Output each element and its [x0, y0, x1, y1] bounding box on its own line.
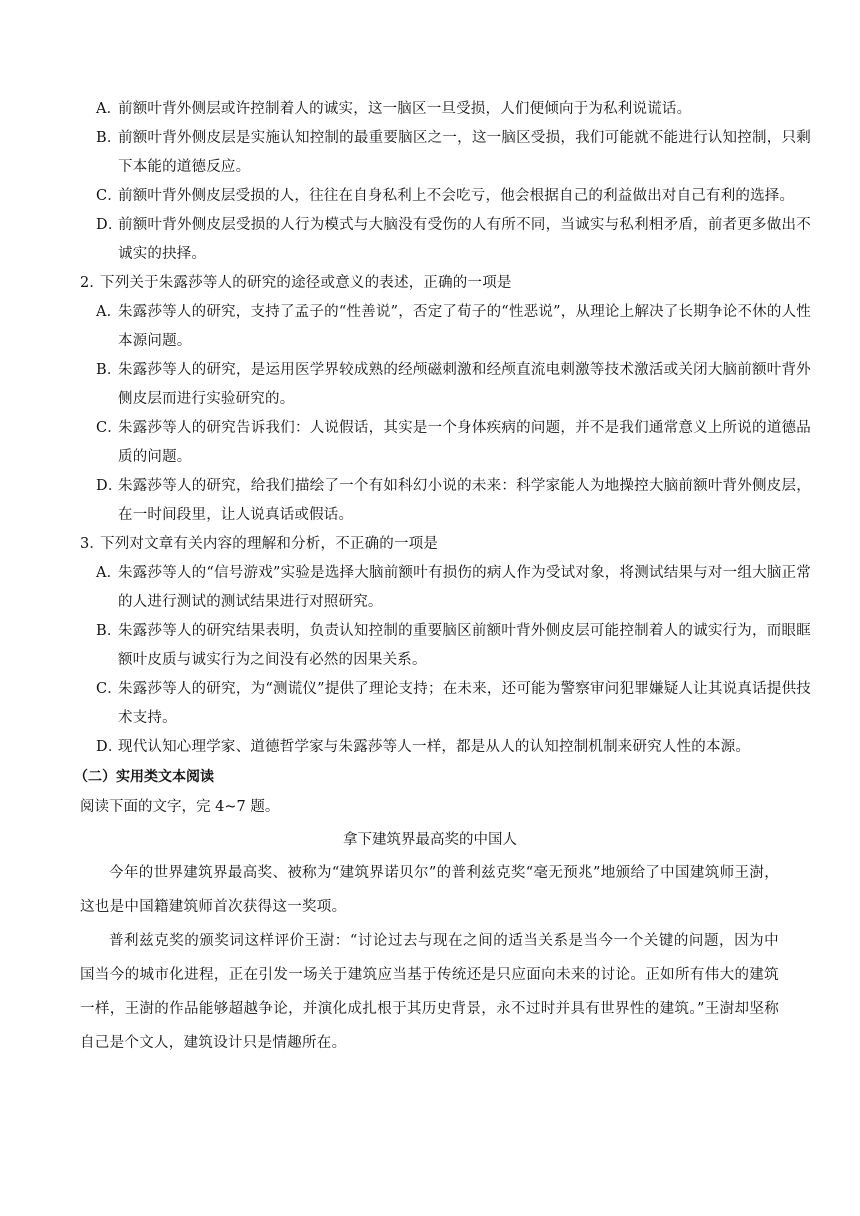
q3-option-a	[96, 559, 811, 617]
article-paragraph: 普利兹克奖的颁奖词这样评价王澍：“讨论过去与现在之间的适当关系是当今一个关键的问题，因为中国当今的城市化进程，正在引发一场关于建筑应当基于传统还是只应面向未来的讨论。正如所有伟大的建筑一样，王澍的作品能够超越争论，并演化成扎根于其历史背景，永不过时并具有世界性的建筑。”王澍却坚称自己是个文人，建筑设计只是情趣所在。	[80, 933, 779, 1051]
option-letter: C．	[96, 420, 122, 436]
q2-option-c	[96, 414, 811, 472]
option-letter: B．	[96, 130, 122, 146]
q1-option-c	[96, 182, 811, 211]
article-paragraph: 今年的世界建筑界最高奖、被称为“建筑界诺贝尔”的普利兹克奖“毫无预兆”地颁给了中国建筑师王澍，这也是中国籍建筑师首次获得这一奖项。	[80, 865, 779, 915]
q2-option-d	[96, 472, 811, 530]
q1-option-a	[96, 95, 811, 124]
question-number: 2．	[80, 275, 105, 291]
option-text: 朱露莎等人的研究，为“测谎仪”提供了理论支持；在未来，还可能为警察审问犯罪嫌疑人让其说真话提供技术支持。	[118, 681, 811, 726]
section-heading: （二）实用类文本阅读	[74, 769, 214, 785]
option-letter: D．	[96, 217, 123, 233]
q3-option-b	[96, 617, 811, 675]
option-text: 前额叶背外侧皮层受损的人行为模式与大脑没有受伤的人有所不同，当诚实与私利相矛盾，前者更多做出不诚实的抉择。	[118, 217, 811, 262]
option-letter: A．	[96, 101, 122, 117]
option-letter: A．	[96, 565, 122, 581]
option-text: 朱露莎等人的研究，是运用医学界较成熟的经颅磁刺激和经颅直流电刺激等技术激活或关闭大脑前额叶背外侧皮层而进行实验研究的。	[118, 362, 811, 407]
q2-option-a	[96, 298, 811, 356]
q3-option-d	[96, 733, 811, 762]
option-text: 朱露莎等人的研究告诉我们：人说假话，其实是一个身体疾病的问题，并不是我们通常意义上所说的道德品质的问题。	[118, 420, 811, 465]
option-letter: B．	[96, 623, 122, 639]
option-text: 前额叶背外侧皮层受损的人，往往在自身私利上不会吃亏，他会根据自己的利益做出对自己有利的选择。	[118, 188, 795, 204]
option-text: 朱露莎等人的研究结果表明，负责认知控制的重要脑区前额叶背外侧皮层可能控制着人的诚实行为，而眼眶额叶皮质与诚实行为之间没有必然的因果关系。	[118, 623, 811, 668]
option-text: 朱露莎等人的研究，给我们描绘了一个有如科幻小说的未来：科学家能人为地操控大脑前额叶背外侧皮层，在一时间段里，让人说真话或假话。	[118, 478, 811, 523]
option-text: 朱露莎等人的研究，支持了孟子的“性善说”，否定了荀子的“性恶说”，从理论上解决了长期争论不休的人性本源问题。	[118, 304, 811, 349]
reading-instruction: 阅读下面的文字，完 4~7 题。	[80, 799, 280, 815]
document-content	[0, 95, 860, 1060]
question-text: 下列对文章有关内容的理解和分析，不正确的一项是	[100, 536, 439, 552]
option-letter: D．	[96, 739, 123, 755]
option-text: 前额叶背外侧层或许控制着人的诚实，这一脑区一旦受损，人们便倾向于为私利说谎话。	[118, 101, 692, 117]
q2-option-b	[96, 356, 811, 414]
option-text: 朱露莎等人的“信号游戏”实验是选择大脑前额叶有损伤的病人作为受试对象，将测试结果与对一组大脑正常的人进行测试的测试结果进行对照研究。	[118, 565, 811, 610]
q1-option-b	[96, 124, 811, 182]
q1-option-d	[96, 211, 811, 269]
option-letter: C．	[96, 188, 122, 204]
question-text: 下列关于朱露莎等人的研究的途径或意义的表述，正确的一项是	[100, 275, 512, 291]
option-letter: D．	[96, 478, 123, 494]
option-letter: C．	[96, 681, 122, 697]
option-text: 现代认知心理学家、道德哲学家与朱露莎等人一样，都是从人的认知控制机制来研究人性的本源。	[118, 739, 751, 755]
q3-option-c	[96, 675, 811, 733]
question-number: 3．	[80, 536, 105, 552]
article-title: 拿下建筑界最高奖的中国人	[343, 832, 517, 848]
option-letter: B．	[96, 362, 122, 378]
option-text: 前额叶背外侧皮层是实施认知控制的最重要脑区之一，这一脑区受损，我们可能就不能进行认知控制，只剩下本能的道德反应。	[118, 130, 811, 175]
question-3-stem	[80, 530, 790, 559]
option-letter: A．	[96, 304, 122, 320]
question-2-stem	[80, 269, 790, 298]
